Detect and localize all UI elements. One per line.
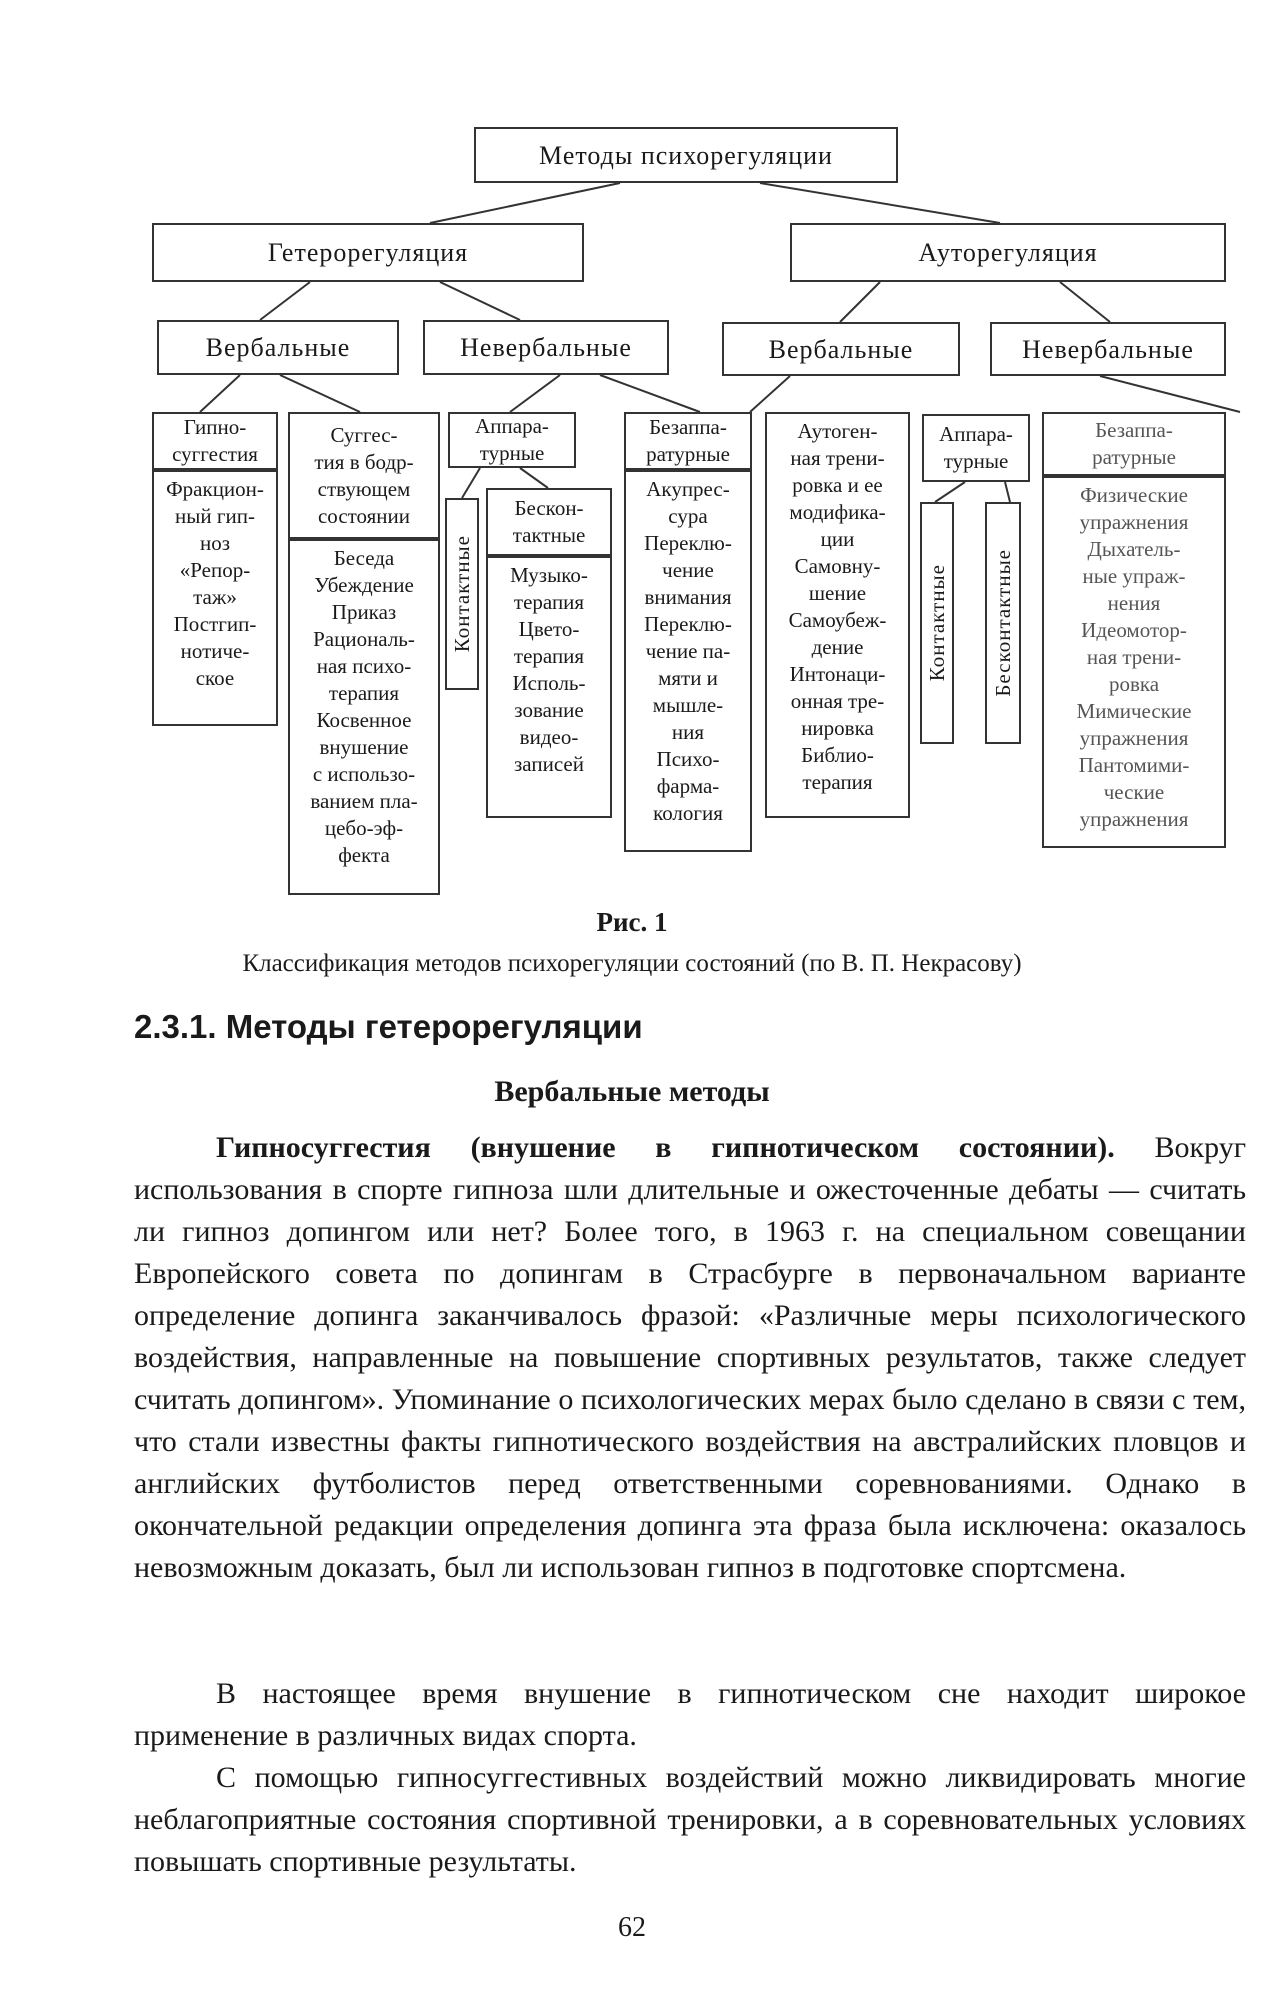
auto-contact-box bbox=[920, 502, 954, 744]
waking-suggestion-list: Беседа Убеждение Приказ Рациональ- ная психо- терапия Косвенное внушение с использо- ванием пла- цебо-эф- фекта bbox=[288, 539, 440, 895]
paragraph-term: Гипносуггестия (внушение в гипнотическом состоянии). bbox=[216, 1131, 1115, 1164]
subsection-title: Вербальные методы bbox=[494, 1075, 770, 1108]
hetero-noncontact-box: Бескон- тактные bbox=[486, 488, 612, 556]
paragraph-current-use: В настоящее время внушение в гипнотическом сне находит широкое применение в различных видах спорта. bbox=[134, 1677, 1246, 1752]
hetero-nonverbal-box: Невербальные bbox=[423, 320, 669, 375]
auto-apparatus-box: Аппара- турные bbox=[922, 414, 1030, 482]
hypnosuggestion-box: Гипно- суггестия bbox=[152, 412, 278, 470]
paragraph-hypnosuggestion bbox=[134, 1127, 1246, 1589]
hetero-contact-box bbox=[445, 498, 479, 690]
auto-nonapparatus-list: Физические упражнения Дыхатель- ные упраж- нения Идеомотор- ная трени- ровка Мимические упражнения Пантомими- ческие упражнения bbox=[1042, 476, 1226, 848]
hetero-nonapparatus-list: Акупрес- сура Переклю- чение внимания Переклю- чение па- мяти и мышле- ния Психо- фарма- кология bbox=[624, 470, 752, 852]
auto-noncontact-label: Бесконтактные bbox=[990, 549, 1015, 697]
autoregulation-box: Ауторегуляция bbox=[790, 223, 1226, 282]
waking-suggestion-box: Суггес- тия в бодр- ствующем состоянии bbox=[288, 412, 440, 539]
auto-verbal-box: Вербальные bbox=[722, 322, 960, 376]
auto-contact-label: Контактные bbox=[924, 564, 949, 682]
hetero-contact-label: Контактные bbox=[449, 535, 474, 653]
hetero-apparatus-box: Аппара- турные bbox=[448, 412, 576, 468]
hetero-verbal-box: Вербальные bbox=[157, 320, 399, 375]
hypnosuggestion-list: Фракцион- ный гип- ноз «Репор- таж» Постгип- нотиче- ское bbox=[152, 470, 278, 726]
auto-noncontact-box bbox=[985, 502, 1021, 744]
figure-number: Рис. 1 bbox=[596, 907, 668, 937]
hetero-noncontact-list: Музыко- терапия Цвето- терапия Исполь- зование видео- записей bbox=[486, 556, 612, 818]
auto-verbal-list: Аутоген- ная трени- ровка и ее модифика- ции Самовну- шение Самоубеж- дение Интонаци- онная тре- нировка Библио- терапия bbox=[765, 412, 910, 818]
hetero-nonapparatus-box: Безаппа- ратурные bbox=[624, 412, 752, 470]
section-title: 2.3.1. Методы гетерорегуляции bbox=[134, 1008, 643, 1045]
auto-nonverbal-box: Невербальные bbox=[990, 322, 1226, 376]
root-box: Методы психорегуляции bbox=[474, 127, 898, 183]
auto-nonapparatus-box: Безаппа- ратурные bbox=[1042, 412, 1226, 476]
page-number: 62 bbox=[618, 1912, 646, 1943]
figure-caption: Классификация методов психорегуляции состояний (по В. П. Некрасову) bbox=[242, 950, 1022, 977]
classification-diagram bbox=[0, 0, 1264, 900]
heteroregulation-box: Гетерорегуляция bbox=[152, 223, 584, 282]
paragraph-body: Вокруг использования в спорте гипноза шли длительные и ожесточенные дебаты — считать ли гипноз допингом или нет? Более того, в 1963 г. на специальном совещании Европейского совета по допингам в Страсбурге в первоначальном варианте определение допинга заканчивалось фразой: «Различные меры психологического воздействия, направленные на повышение спортивных результатов, также следует считать допингом». Упоминание о психологических мерах было сделано в связи с тем, что стали известны факты гипнотического воздействия на австралийских пловцов и английских футболистов перед ответственными соревнованиями. Однако в окончательной редакции определения допинга эта фраза была исключена: оказалось невозможным доказать, был ли использован гипноз в подготовке спортсмена. bbox=[134, 1131, 1247, 1584]
paragraph-effects: С помощью гипносуггестивных воздействий можно ликвидировать многие неблагоприятные состояния спортивной тренировки, а в соревновательных условиях повышать спортивные результаты. bbox=[134, 1761, 1246, 1878]
